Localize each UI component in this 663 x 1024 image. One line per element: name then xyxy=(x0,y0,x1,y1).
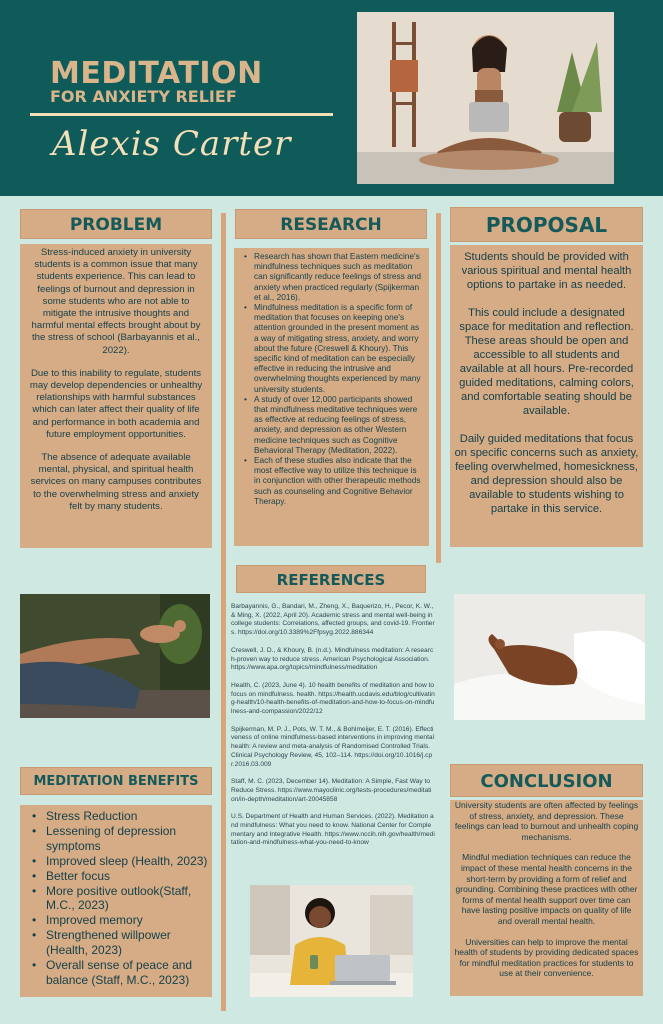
research-bullet: • Mindfulness meditation is a specific form of meditation that focuses on keeping one's attention grounded in the present moment as a way of mitigating stress, anxiety, and worry about the future (Creswell & Khoury). This specific kind of meditation can be especially effective in reducing the intrusive and overwhelming thoughts experienced by many university students. xyxy=(246,302,425,394)
references-list xyxy=(231,603,435,887)
title-divider xyxy=(30,113,333,116)
benefit-item: • Lessening of depression symptoms xyxy=(34,824,208,854)
reference-item: Spijkerman, M. P. J., Pots, W. T. M., & Bohlmeijer, E. T. (2016). Effectiveness of online mindfulness-based interventions in improving mental health: A review and meta-analysis of Randomised Controlled Trials. Clinical Psychology Review, 45, 102–114. https://doi.org/10.1016/j.cpr.2016.03.009 xyxy=(231,725,435,768)
proposal-paragraph: This could include a designated space for meditation and reflection. These areas should be open and accessible to all students and available at all hours. Pre-recorded guided meditations, calming colors, and comfortable seating should be available. xyxy=(459,307,634,417)
poster-subtitle: FOR ANXIETY RELIEF xyxy=(50,87,237,106)
meditating-woman-photo xyxy=(357,12,614,184)
research-bullet: • Research has shown that Eastern medicine's mindfulness techniques such as meditation can significantly reduce feelings of stress and anxiety when practiced regularly (Spijkerman et al., 2016). xyxy=(246,251,425,302)
reference-item: Health, C. (2023, June 4). 10 health benefits of meditation and how to focus on mindfulness. health. https://health.ucdavis.edu/blog/cultivating-health/10-health-benefits-of-meditation-and-how-to-focus-on-mindfulness-and-compassion/2022/12 xyxy=(231,681,435,716)
column-divider-left xyxy=(221,213,226,1011)
benefit-item: • Better focus xyxy=(34,869,208,884)
reference-item: Barbayannis, G., Bandari, M., Zheng, X., Baquerizo, H., Pecor, K. W., & Ming, X. (2022, April 20). Academic stress and mental well-being in college students: Correlations, affected groups, and covid-19. Frontiers. https://doi.org/10.3389%2Ffpsyg.2022.886344 xyxy=(231,603,435,637)
problem-paragraph: The absence of adequate available mental, physical, and spiritual health services on many campuses contributes to the overwhelming stress and anxiety felt by many students. xyxy=(30,452,202,512)
references-heading: REFERENCES xyxy=(236,565,426,593)
benefit-item: • Stress Reduction xyxy=(34,809,208,824)
problem-paragraph: Stress-induced anxiety in university students is a common issue that many students experience. This can lead to feelings of burnout and depression in some students who are not able to mitigate the intrusive thoughts and harmful mental effects brought about by the stress of school (Barbayannis et al., 2022). xyxy=(31,247,201,356)
meditation-hand-photo xyxy=(20,594,210,718)
research-bullet: • Each of these studies also indicate that the most effective way to utilize this technique is in conjunction with other therapeutic methods such as counseling and Cognitive Behavior Therapy. xyxy=(246,455,425,506)
reference-item: Staff, M. C. (2023, December 14). Meditation: A Simple, Fast Way to Reduce Stress. https://www.mayoclinic.org/tests-procedures/meditation/in-depth/meditation/art-20045858 xyxy=(231,778,432,803)
proposal-heading: PROPOSAL xyxy=(450,207,643,242)
benefit-item: • More positive outlook(Staff, M.C., 2023) xyxy=(34,884,208,914)
benefit-item: • Improved sleep (Health, 2023) xyxy=(34,854,208,869)
research-heading: RESEARCH xyxy=(235,209,427,239)
proposal-section xyxy=(450,245,643,547)
proposal-paragraph: Daily guided meditations that focus on specific concerns such as anxiety, feeling overwhelmed, homesickness, and depression should also be available to students wishing to partake in this service. xyxy=(454,433,639,515)
student-laptop-photo xyxy=(250,885,413,997)
benefit-item: • Overall sense of peace and balance (Staff, M.C., 2023) xyxy=(34,958,208,988)
author-signature: Alexis Carter xyxy=(52,124,292,164)
problem-paragraph: Due to this inability to regulate, students may develop dependencies or unhealthy relationships with harmful substances which can later affect their quality of life and performance in both academia and future employment opportunities. xyxy=(29,367,203,440)
conclusion-paragraph: Mindful mediation techniques can reduce the impact of these mental health concerns in the short-term by providing a form of relief and grounding. Combining these practices with other forms of mental health support over time can have lasting positive impacts on quality of life and overall mental health. xyxy=(455,852,638,926)
conclusion-heading: CONCLUSION xyxy=(450,764,643,797)
poster-title: MEDITATION xyxy=(50,56,263,91)
reference-item: Creswell, J. D., & Khoury, B. (n.d.). Mindfulness meditation: A research-proven way to reduce stress. American Psychological Association. https://www.apa.org/topics/mindfulness/meditation xyxy=(231,646,434,672)
reference-item: U.S. Department of Health and Human Services. (2022). Meditation and mindfulness: What you need to know. National Center for Complementary and Integrative Health. https://www.nccih.nih.gov/health/meditation-and-mindfulness-what-you-need-to-know xyxy=(231,813,435,847)
column-divider-right xyxy=(436,213,441,563)
conclusion-paragraph: University students are often affected by feelings of stress, anxiety, and depression. These feelings can lead to burnout and unhealth coping mechanisms. xyxy=(454,800,639,842)
conclusion-section xyxy=(450,800,643,996)
benefit-item: • Strengthened willpower (Health, 2023) xyxy=(34,928,208,958)
proposal-paragraph: Students should be provided with various spiritual and mental health options to partake in as needed. xyxy=(461,251,632,291)
benefits-section xyxy=(20,805,212,997)
conclusion-paragraph: Universities can help to improve the mental health of students by providing dedicated spaces for mindful meditation practices for students to use at their convenience. xyxy=(454,936,639,979)
mudra-hand-photo xyxy=(454,594,645,720)
research-bullet: • A study of over 12,000 participants showed that mindfulness meditative techniques were as effective at reducing feelings of stress, anxiety, and depression as other Western medicine techniques such as Cognitive Behavioral Therapy (Meditation, 2022). xyxy=(246,394,425,455)
research-section xyxy=(234,248,429,546)
benefit-item: • Improved memory xyxy=(34,913,208,928)
problem-section xyxy=(20,244,212,548)
benefits-heading: MEDITATION BENEFITS xyxy=(20,767,212,795)
problem-heading: PROBLEM xyxy=(20,209,212,239)
